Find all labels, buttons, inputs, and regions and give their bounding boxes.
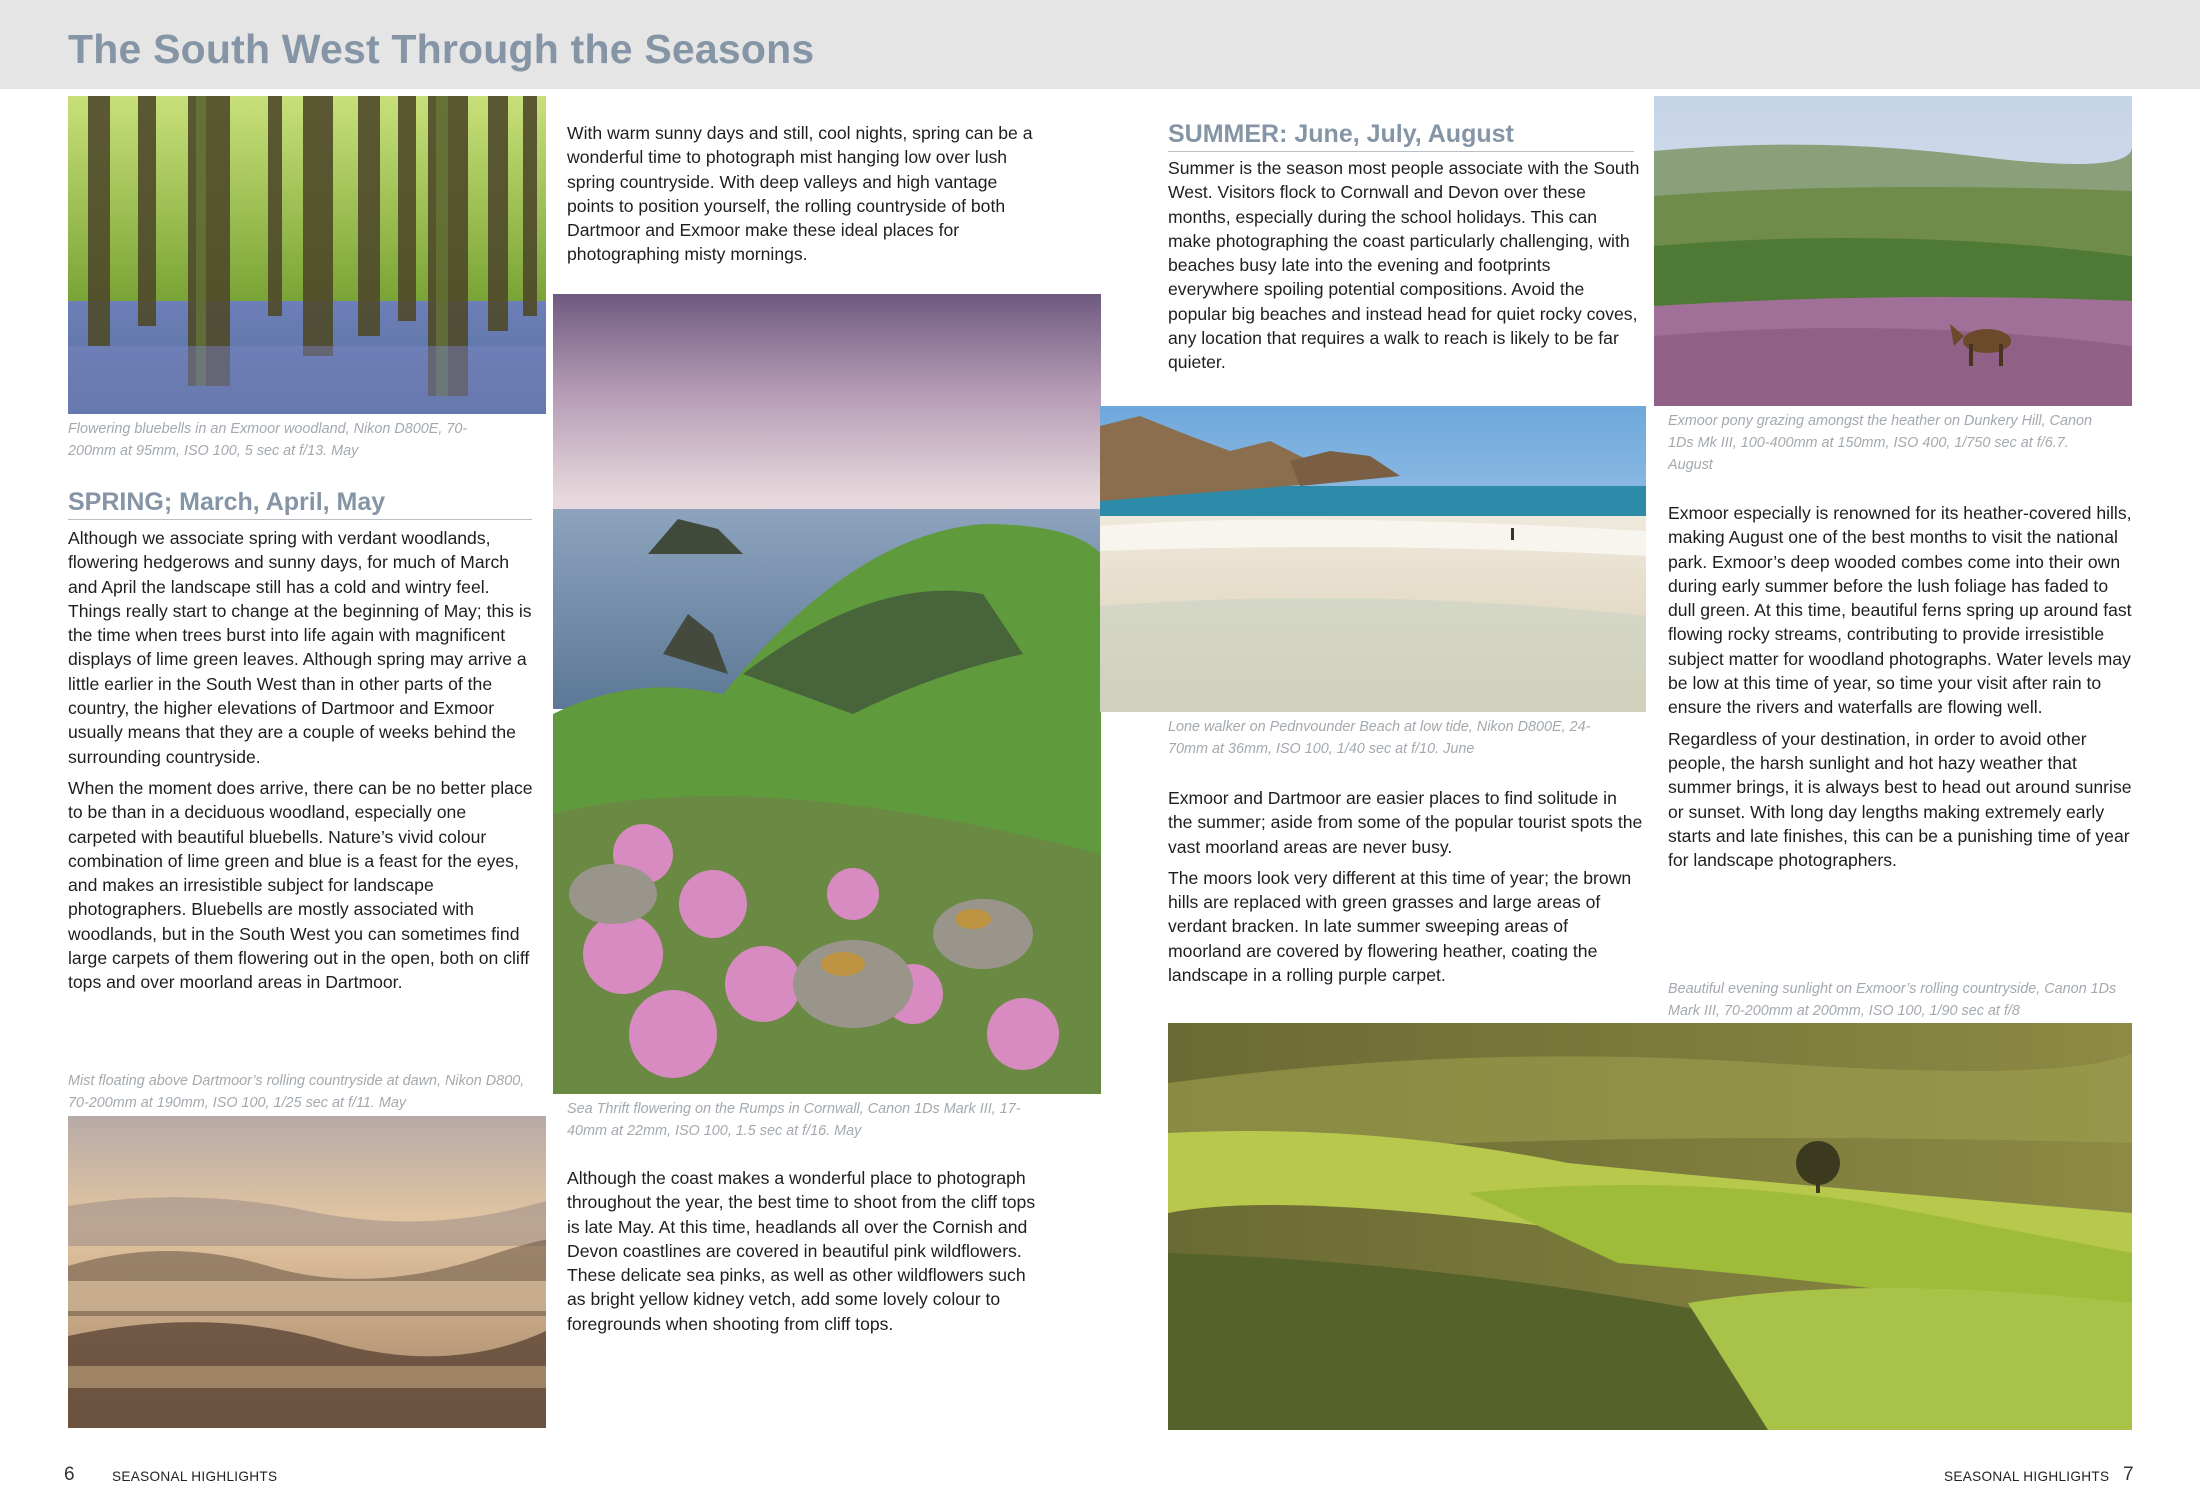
mist-photo-caption: Mist floating above Dartmoor’s rolling countryside at dawn, Nikon D800, 70-200mm at 190mm, ISO 100, 1/25 sec at f/11. May bbox=[68, 1073, 525, 1111]
right-paragraph-2: Regardless of your destination, in order to avoid other people, the harsh sunlight and hot hazy weather that summer brings, it is always best to head out around sunrise or sunset. With long day lengths making extremely early starts and late finishes, this can be a punishing time of year for landscape photographers. bbox=[1668, 728, 2132, 871]
pony-photo-caption: Exmoor pony grazing amongst the heather on Dunkery Hill, Canon 1Ds Mk III, 100-400mm at 150mm, ISO 400, 1/750 sec at f/6.7. August bbox=[1668, 413, 2092, 473]
coast-text bbox=[567, 1166, 1037, 1343]
right-running-footer: SEASONAL HIGHLIGHTS bbox=[1944, 1469, 2110, 1484]
left-page-number: 6 bbox=[64, 1464, 75, 1485]
bluebell-woodland-photo bbox=[68, 96, 546, 414]
summer-paragraph-3: The moors look very different at this time of year; the brown hills are replaced with green grasses and large areas of verdant bracken. In late summer sweeping areas of moorland are covered by flowering heather, coating the landscape in a rolling purple carpet. bbox=[1168, 867, 1632, 986]
thrift-photo-caption: Sea Thrift flowering on the Rumps in Cornwall, Canon 1Ds Mark III, 17-40mm at 22mm, ISO 100, 1.5 sec at f/16. May bbox=[567, 1101, 1021, 1139]
right-column-text bbox=[1668, 501, 2136, 879]
spring-paragraph-2: When the moment does arrive, there can be no better place to be than in a deciduous woodland, especially one carpeted with beautiful bluebells. Nature’s vivid colour combination of lime green and blue is a feast for the eyes, and makes an irresistible subject for landscape photographers. Bluebells are mostly associated with woodlands, but in the South West you can sometimes find large carpets of them flowering out in the open, both on cliff tops and over moorland areas in Dartmoor. bbox=[68, 777, 533, 993]
exmoor-pony-photo bbox=[1654, 96, 2132, 406]
evening-photo-caption: Beautiful evening sunlight on Exmoor’s rolling countryside, Canon 1Ds Mark III, 70-200mm at 200mm, ISO 100, 1/90 sec at f/8 bbox=[1668, 981, 2117, 1019]
mist-intro-text bbox=[567, 121, 1037, 274]
sea-thrift-photo bbox=[553, 294, 1101, 1094]
beach-photo bbox=[1100, 406, 1646, 712]
summer-paragraph-1: Summer is the season most people associate with the South West. Visitors flock to Cornwall and Devon over these months, especially during the school holidays. This can make photographing the coast particularly challenging, with beaches busy late into the evening and footprints everywhere spoiling potential compositions. Avoid the popular big beaches and instead head for quiet rocky coves, any location that requires a walk to reach is likely to be far quieter. bbox=[1168, 158, 1640, 373]
right-page-number: 7 bbox=[2123, 1464, 2134, 1485]
right-paragraph-1: Exmoor especially is renowned for its heather-covered hills, making August one of the best months to visit the national park. Exmoor’s deep wooded combes come into their own during early summer before the lush foliage has faded to dull green. At this time, beautiful ferns spring up around fast flowing rocky streams, contributing to provide irresistible subject matter for woodland photographs. Water levels may be low at this time of year, so time your visit after rain to ensure the rivers and waterfalls are flowing well. bbox=[1668, 503, 2132, 718]
summer-paragraph-2: Exmoor and Dartmoor are easier places to find solitude in the summer; aside from some of the popular tourist spots the vast moorland areas are never busy. bbox=[1168, 788, 1643, 857]
bluebell-photo-caption: Flowering bluebells in an Exmoor woodland, Nikon D800E, 70-200mm at 95mm, ISO 100, 5 sec at f/13. May bbox=[68, 421, 468, 459]
summer-heading: SUMMER: June, July, August bbox=[1168, 120, 1634, 152]
mist-paragraph: With warm sunny days and still, cool nights, spring can be a wonderful time to photograph mist hanging low over lush spring countryside. With deep valleys and high vantage points to position yourself, the rolling countryside of both Dartmoor and Exmoor make these ideal places for photographing misty mornings. bbox=[567, 123, 1033, 265]
left-running-footer: SEASONAL HIGHLIGHTS bbox=[112, 1469, 278, 1484]
beach-photo-caption: Lone walker on Pednvounder Beach at low tide, Nikon D800E, 24-70mm at 36mm, ISO 100, 1/40 sec at f/10. June bbox=[1168, 719, 1591, 757]
spring-paragraph-1: Although we associate spring with verdant woodlands, flowering hedgerows and sunny days, for much of March and April the landscape still has a cold and wintry feel. Things really start to change at the beginning of May; this is the time when trees burst into life again with magnificent displays of lime green leaves. Although spring may arrive a little earlier in the South West than in other parts of the country, the higher elevations of Dartmoor and Exmoor usually means that they are a couple of weeks behind the surrounding countryside. bbox=[68, 528, 532, 767]
page-title: The South West Through the Seasons bbox=[68, 26, 815, 72]
summer-moor-text bbox=[1168, 786, 1643, 994]
evening-sunlight-photo bbox=[1168, 1023, 2132, 1430]
coast-paragraph: Although the coast makes a wonderful place to photograph throughout the year, the best time to shoot from the cliff tops is late May. At this time, headlands all over the Cornish and Devon coastlines are covered in beautiful pink wildflowers. These delicate sea pinks, as well as other wildflowers such as bright yellow kidney vetch, add some lovely colour to foregrounds when shooting from cliff tops. bbox=[567, 1168, 1036, 1334]
summer-intro-text bbox=[1168, 156, 1643, 382]
spring-column bbox=[68, 526, 538, 1002]
spring-heading: SPRING; March, April, May bbox=[68, 488, 532, 520]
misty-countryside-photo bbox=[68, 1116, 546, 1428]
